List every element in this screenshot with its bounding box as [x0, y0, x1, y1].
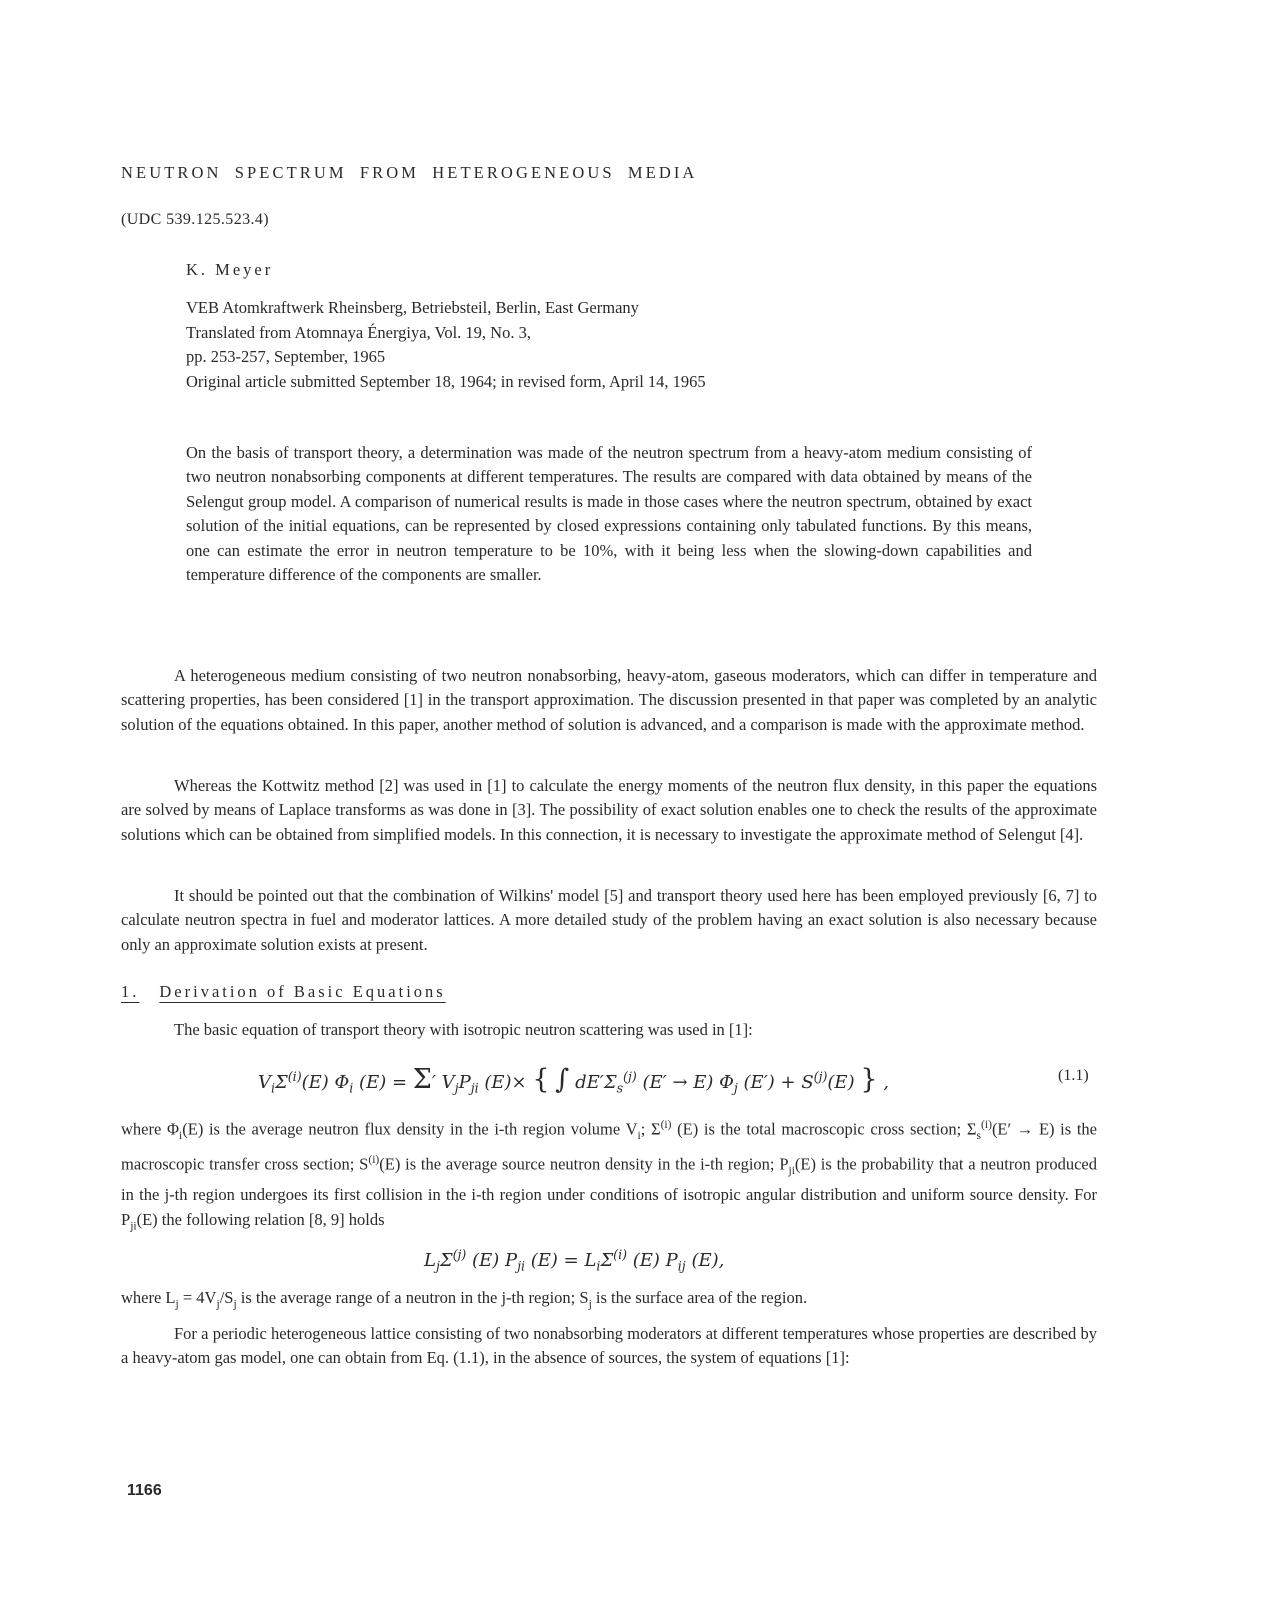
author-name: K. Meyer: [186, 260, 274, 279]
affiliation-line: VEB Atomkraftwerk Rheinsberg, Betriebsteil, Berlin, East Germany: [186, 298, 639, 317]
paragraph-3: [121, 884, 1097, 957]
paragraph-2: [121, 774, 1097, 847]
section-heading: [121, 982, 446, 1002]
paragraph-6: where $L_j = 4V_j/S_j$ is the average range of a neutron in the j-th region; $S_j$ is the surface area of the region.: [121, 1288, 808, 1311]
affiliation-block: [186, 296, 706, 394]
paragraph-text: It should be pointed out that the combination of Wilkins' model [5] and transport theory used here has been employed previously [6, 7] to calculate neutron spectra in fuel and moderator lattices. A more detailed study of the problem having an exact solution is also necessary because only an approximate solution exists at present.: [121, 886, 1097, 954]
udc-code: (UDC 539.125.523.4): [121, 211, 270, 228]
paragraph-7: [121, 1322, 1097, 1371]
paragraph-text: is the surface area of the region.: [595, 1288, 808, 1307]
equation-1-1: $V_i\Sigma^{(i)}(E)$ $\Phi_i$ (E) = Σ′ $V_jP_{ji}$ (E)× { ∫ $dE'\Sigma_s^{(j)}$ (E′ → E) $\Phi_j$ $(E') + S^{(j)}(E)$ } ,: [258, 1064, 889, 1096]
section-number: 1.: [121, 982, 140, 1001]
paragraph-4: [121, 1018, 1097, 1042]
paragraph-text: The basic equation of transport theory with isotropic neutron scattering was used in [1]:: [174, 1020, 753, 1039]
paragraph-text: Whereas the Kottwitz method [2] was used in [1] to calculate the energy moments of the neutron flux density, in this paper the equations are solved by means of Laplace transforms as was done in [3]. The possibility of exact solution enables one to check the results of the approximate solutions which can be obtained from simplified models. In this connection, it is necessary to investigate the approximate method of Selengut [4].: [121, 776, 1097, 844]
abstract: On the basis of transport theory, a determination was made of the neutron spectrum from a heavy-atom medium consisting of two neutron nonabsorbing components at different temperatures. The results are compared with data obtained by means of the Selengut group model. A comparison of numerical results is made in those cases where the neutron spectrum, obtained by exact solution of the initial equations, can be represented by closed expressions containing only tabulated functions. By this means, one can estimate the error in neutron temperature to be 10%, with it being less when the slowing-down capabilities and temperature difference of the components are smaller.: [186, 443, 1032, 585]
pages-date: pp. 253-257, September, 1965: [186, 347, 386, 366]
section-title: Derivation of Basic Equations: [159, 982, 446, 1001]
paragraph-text: A heterogeneous medium consisting of two neutron nonabsorbing, heavy-atom, gaseous moderators, which can differ in temperature and scattering properties, has been considered [1] in the transport approximation. The discussion presented in that paper was completed by an analytic solution of the equations obtained. In this paper, another method of solution is advanced, and a comparison is made with the approximate method.: [121, 666, 1097, 734]
paragraph-text: is the average range of a neutron in the j-th region; S: [240, 1288, 589, 1307]
paper-title: NEUTRON SPECTRUM FROM HETEROGENEOUS MEDIA: [121, 163, 698, 182]
equation-number: (1.1): [1058, 1067, 1089, 1084]
page-number: 1166: [127, 1482, 162, 1499]
translation-source: Translated from Atomnaya Énergiya, Vol. 19, No. 3,: [186, 322, 531, 342]
paragraph-1: [121, 664, 1097, 737]
paragraph-5: where $\Phi_i(E)$ is the average neutron flux density in the i-th region volume $V_i$; $\Sigma^{(i)}$ (E) is the total macroscopic cross section; $\Sigma_s^{(i)}(E' \to E)$ is the macroscopic transfer cross section; $S^{(i)}(E)$ is the average source neutron density in the i-th region; $P_{ji}(E)$ is the probability that a neutron produced in the j-th region undergoes its first collision in the i-th region under conditions of isotropic angular distribution and uniform source density. For $P_{ji}(E)$ the following relation [8, 9] holds: [121, 1119, 1097, 1233]
equation-reciprocity: $L_j\Sigma^{(j)}$ (E) $P_{ji}$ $(E) = L_i\Sigma^{(i)}$ (E) $P_{ij}$ (E),: [424, 1247, 725, 1274]
submission-info: Original article submitted September 18, 1964; in revised form, April 14, 1965: [186, 371, 706, 391]
paragraph-text: For a periodic heterogeneous lattice consisting of two nonabsorbing moderators at different temperatures whose properties are described by a heavy-atom gas model, one can obtain from Eq. (1.1), in the absence of sources, the system of equations [1]:: [121, 1324, 1097, 1368]
